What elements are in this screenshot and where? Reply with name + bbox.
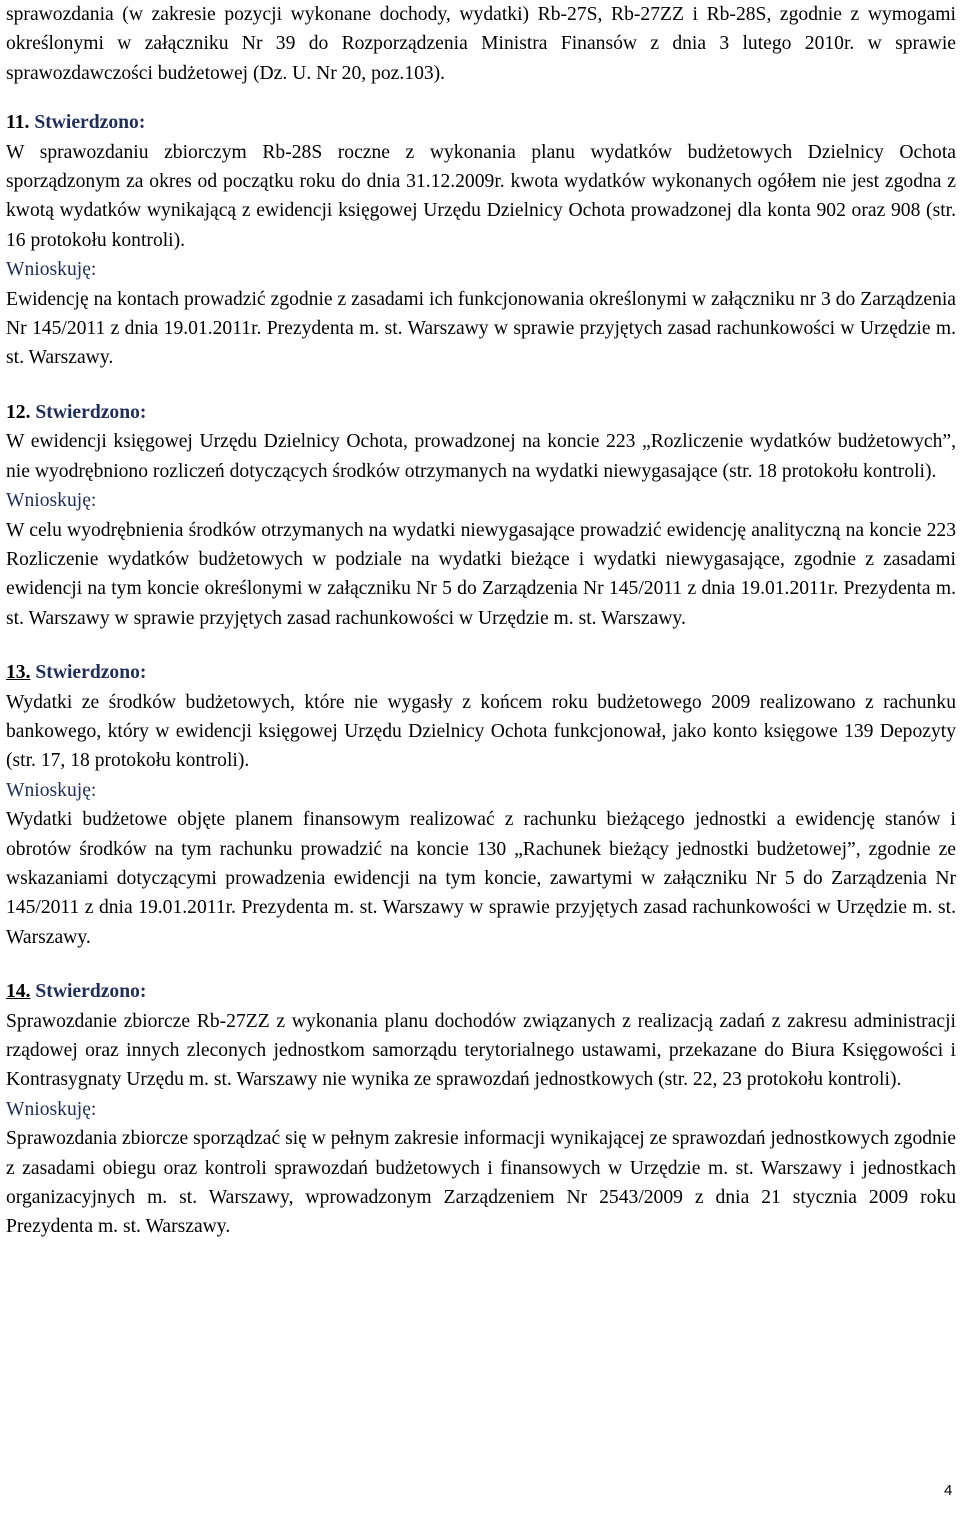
recommendation-text: Ewidencję na kontach prowadzić zgodnie z zasadami ich funkcjonowania określonymi w załączniku nr 3 do Zarządzenia Nr 145/2011 z dnia 19.01.2011r. Prezydenta m. st. Warszawy w sprawie przyjętych zasad rachunkowości w Urzędzie m. st. Warszawy. [6,288,956,369]
section-heading [6,108,956,137]
section-12 [6,398,956,633]
section-11 [6,108,956,373]
recommendation-label: Wnioskuję: [6,490,97,512]
page-number: 4 [944,1482,953,1499]
recommendation-label: Wnioskuję: [6,779,97,801]
finding-label: Stwierdzono: [35,981,147,1003]
recommendation-label: Wnioskuję: [6,1098,97,1120]
finding-text: Sprawozdanie zbiorcze Rb-27ZZ z wykonania planu dochodów związanych z realizacją zadań z zakresu administracji rządowej oraz innych zleconych jednostkom samorządu terytorialnego ustawami, przekazane do Biura Księgowości i Kontrasygnaty Urzędu m. st. Warszawy nie wynika ze sprawozdań jednostkowych (str. 22, 23 protokołu kontroli). [6,1010,956,1091]
finding-text: W ewidencji księgowej Urzędu Dzielnicy Ochota, prowadzonej na koncie 223 „Rozliczenie wydatków budżetowych”, nie wyodrębniono rozliczeń dotyczących środków otrzymanych na wydatki niewygasające (str. 18 protokołu kontroli). [6,431,956,482]
section-number: 12. [6,401,31,423]
finding-label: Stwierdzono: [35,401,147,423]
finding-text: Wydatki ze środków budżetowych, które nie wygasły z końcem roku budżetowego 2009 realizowano z rachunku bankowego, który w ewidencji księgowej Urzędu Dzielnicy Ochota funkcjonował, jako konto księgowe 139 Depozyty (str. 17, 18 protokołu kontroli). [6,691,956,772]
recommendation-text: Wydatki budżetowe objęte planem finansowym realizować z rachunku bieżącego jednostki a ewidencję stanów i obrotów środków na tym rachunku prowadzić na koncie 130 „Rachunek bieżący jednostki budżetowej”, zgodnie ze wskazaniami dotyczącymi prowadzenia ewidencji na tym koncie, zawartymi w załączniku Nr 5 do Zarządzenia Nr 145/2011 z dnia 19.01.2011r. Prezydenta m. st. Warszawy w sprawie przyjętych zasad rachunkowości w Urzędzie m. st. Warszawy. [6,809,956,948]
section-number: 14. [6,981,31,1003]
recommendation-text: W celu wyodrębnienia środków otrzymanych na wydatki niewygasające prowadzić ewidencję analityczną na koncie 223 Rozliczenie wydatków budżetowych w podziale na wydatki bieżące i wydatki niewygasające, zgodnie z zasadami ewidencji na tym koncie określonymi w załączniku Nr 5 do Zarządzenia Nr 145/2011 z dnia 19.01.2011r. Prezydenta m. st. Warszawy w sprawie przyjętych zasad rachunkowości w Urzędzie m. st. Warszawy. [6,519,956,629]
section-heading [6,977,956,1006]
section-number: 13. [6,662,31,684]
recommendation-label: Wnioskuję: [6,259,97,281]
section-heading [6,398,956,427]
intro-paragraph: sprawozdania (w zakresie pozycji wykonane dochody, wydatki) Rb-27S, Rb-27ZZ i Rb-28S, zgodnie z wymogami określonymi w załączniku Nr 39 do Rozporządzenia Ministra Finansów z dnia 3 lutego 2010r. w sprawie sprawozdawczości budżetowej (Dz. U. Nr 20, poz.103). [6,4,956,84]
finding-label: Stwierdzono: [35,662,147,684]
section-number: 11. [6,112,30,134]
section-heading [6,658,956,687]
section-14 [6,977,956,1242]
document-page [6,0,956,1242]
finding-text: W sprawozdaniu zbiorczym Rb-28S roczne z wykonania planu wydatków budżetowych Dzielnicy Ochota sporządzonym za okres od początku roku do dnia 31.12.2009r. kwota wydatków wykonanych ogółem nie jest zgodna z kwotą wydatków wynikającą z ewidencji księgowej Urzędu Dzielnicy Ochota prowadzonej dla konta 902 oraz 908 (str. 16 protokołu kontroli). [6,141,956,251]
finding-label: Stwierdzono: [34,112,146,134]
section-13 [6,658,956,952]
recommendation-text: Sprawozdania zbiorcze sporządzać się w pełnym zakresie informacji wynikającej ze sprawozdań jednostkowych zgodnie z zasadami obiegu oraz kontroli sprawozdań budżetowych i finansowych w Urzędzie m. st. Warszawy i jednostkach organizacyjnych m. st. Warszawy, wprowadzonym Zarządzeniem Nr 2543/2009 z dnia 21 stycznia 2009 roku Prezydenta m. st. Warszawy. [6,1128,956,1238]
